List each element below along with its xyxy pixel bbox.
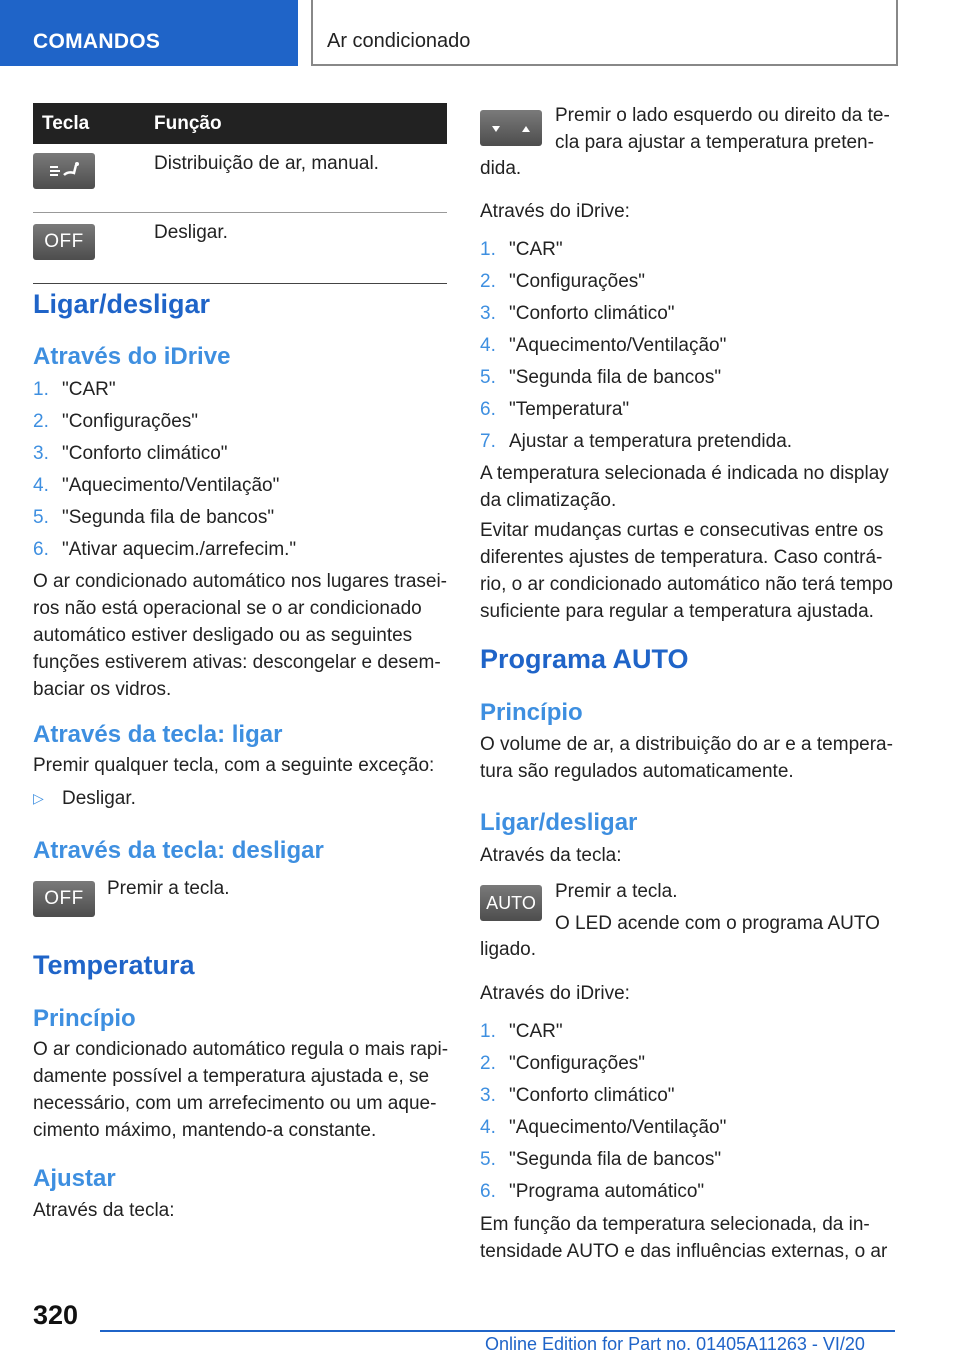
list-item: 4. "Aquecimento/Ventilação" [480,335,727,356]
chapter-title: Ar condicionado [327,30,471,52]
list-item: 5. "Segunda fila de bancos" [480,1149,722,1170]
paragraph-adjust: Através da tecla: [33,1200,175,1221]
table-cell-function: Distribuição de ar, manual. [154,144,447,213]
list-item: 3. "Conforto climático" [33,443,228,464]
table-row [33,213,447,284]
paragraph-led-1: O LED acende com o programa AUTO [555,913,880,934]
temperature-steps-list [480,234,895,458]
paragraph-avoid: Evitar mudanças curtas e consecutivas entre os diferentes ajustes de temperatura. Caso contrá- rio, o ar condicionado automático não terá tempo suficiente para regular a temperatura ajustada. [480,520,893,622]
page-number: 320 [33,1300,79,1330]
list-item: 6. "Programa automático" [480,1181,705,1202]
paragraph-temp-key-3: dida. [480,158,522,179]
off-key-icon: OFF [33,881,95,917]
paragraph-idrive: Através do iDrive: [480,983,630,1004]
auto-key-icon: AUTO [480,885,542,921]
paragraph-press-key: Premir a tecla. [555,881,678,902]
list-item: 6. "Temperatura" [480,399,630,420]
footer-edition: Online Edition for Part no. 01405A11263 - VI/20 [485,1334,865,1354]
triangle-bullet-icon: ▷ [33,790,44,806]
table-cell-function: Desligar. [154,213,447,284]
list-item: 5. "Segunda fila de bancos" [480,367,722,388]
list-item: 3. "Conforto climático" [480,303,675,324]
list-item: 2. "Configurações" [480,271,646,292]
idrive-steps-list [33,374,447,566]
paragraph-led-2: ligado. [480,939,536,960]
paragraph-temp-key-2: cla para ajustar a temperatura preten- [555,132,874,153]
paragraph-temp-key-1: Premir o lado esquerdo ou direito da te- [555,105,890,126]
list-item: 5. "Segunda fila de bancos" [33,507,275,528]
list-item: 4. "Aquecimento/Ventilação" [33,475,280,496]
paragraph-display: A temperatura selecionada é indicada no display da climatização. [480,463,889,511]
paragraph-press-key: Premir a tecla. [107,878,230,899]
list-item: 6. "Ativar aquecim./arrefecim." [33,539,297,560]
section-label: COMANDOS [33,30,161,53]
heading-on-off: Ligar/desligar [33,289,211,319]
paragraph-by-key: Através da tecla: [480,845,622,866]
temperature-rocker-key-icon [480,110,542,146]
col-header-key: Tecla [33,103,154,144]
heading-key-on: Através da tecla: ligar [33,721,283,748]
heading-idrive: Através do iDrive [33,343,231,370]
col-header-function: Função [154,103,447,144]
list-item: 7. Ajustar a temperatura pretendida. [480,431,793,452]
key-function-table [33,103,447,284]
bullet-item: ▷ Desligar. [33,785,960,812]
list-item: 1. "CAR" [480,239,563,260]
footer-rule [100,1330,895,1332]
paragraph-final: Em função da temperatura selecionada, da in- tensidade AUTO e das influências externas, o ar [480,1214,888,1262]
paragraph-key-on: Premir qualquer tecla, com a seguinte exceção: [33,755,435,776]
paragraph-auto-off: O ar condicionado automático nos lugares trasei- ros não está operacional se o ar condicionado automático estiver desligado ou as seguintes funções estiverem ativas: descongelar e desem- baciar os vidros. [33,571,448,700]
manual-air-distribution-icon [33,153,95,189]
list-item: 1. "CAR" [480,1021,563,1042]
heading-principle: Princípio [33,1005,136,1032]
heading-temperature: Temperatura [33,950,195,980]
heading-principle: Princípio [480,699,583,726]
paragraph-principle: O ar condicionado automático regula o mais rapi- damente possível a temperatura ajustada e, se necessário, com um arrefecimento ou um aque- cimento máximo, mantendo-a constante. [33,1039,449,1141]
paragraph-auto-principle: O volume de ar, a distribuição do ar e a tempera- tura são regulados automaticamente. [480,734,893,782]
table-row [33,144,447,213]
list-item: 1. "CAR" [33,379,116,400]
paragraph-idrive: Através do iDrive: [480,201,630,222]
heading-auto-program: Programa AUTO [480,644,689,674]
list-item: 2. "Configurações" [480,1053,646,1074]
list-item: 4. "Aquecimento/Ventilação" [480,1117,727,1138]
heading-on-off: Ligar/desligar [480,809,638,836]
heading-key-off: Através da tecla: desligar [33,837,324,864]
section-tab [0,0,298,66]
auto-steps-list [480,1016,895,1208]
off-key-icon: OFF [33,224,95,260]
chapter-tab [311,0,898,66]
heading-adjust: Ajustar [33,1165,116,1192]
list-item: 3. "Conforto climático" [480,1085,675,1106]
list-item: 2. "Configurações" [33,411,199,432]
